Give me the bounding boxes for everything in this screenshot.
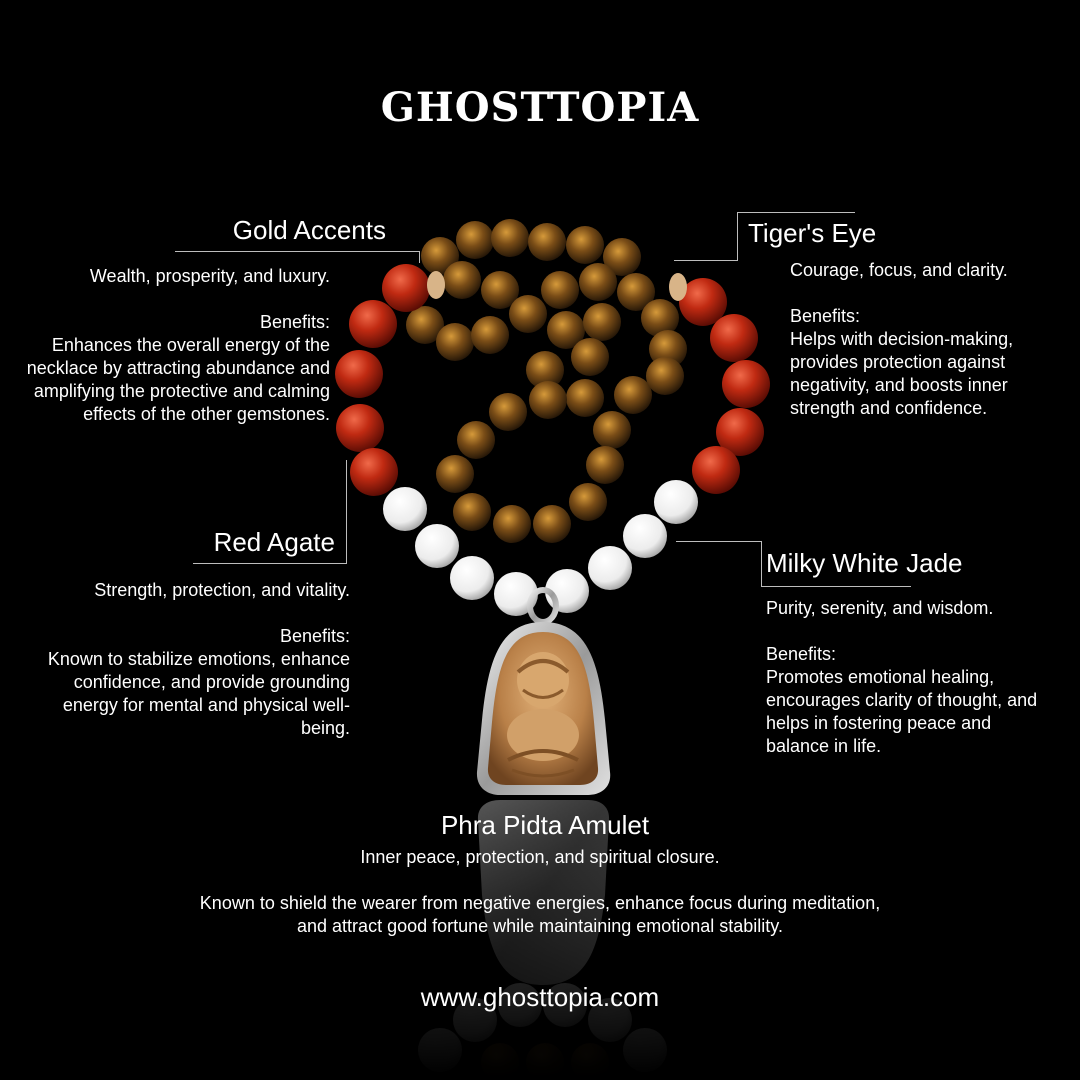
tigers-eye-bead [533, 505, 571, 543]
red-agate-info [40, 579, 350, 740]
jade-rule-lower [761, 586, 911, 587]
tigers-eye-bead [593, 411, 631, 449]
red-agate-bead [350, 448, 398, 496]
red-agate-bead [336, 404, 384, 452]
tigers-eye-bead [569, 483, 607, 521]
tigers-eye-info [790, 259, 1060, 420]
jade-tagline: Purity, serenity, and wisdom. [766, 598, 994, 618]
tigers-eye-bead [493, 505, 531, 543]
jade-bead [588, 546, 632, 590]
red-agate-benefits: Known to stabilize emotions, enhance confidence, and provide grounding energy for mental and physical well-being. [47, 649, 350, 738]
gold-accents-rule [175, 251, 420, 252]
pendant-image [477, 590, 610, 795]
tigers-eye-bead [443, 261, 481, 299]
tigers-eye-bead [491, 219, 529, 257]
tigers-eye-rule-lower [674, 260, 738, 261]
tigers-eye-tagline: Courage, focus, and clarity. [790, 260, 1008, 280]
tigers-eye-title: Tiger's Eye [748, 218, 877, 248]
tigers-eye-bead [457, 421, 495, 459]
tigers-eye-bead [489, 393, 527, 431]
jade-bead [450, 556, 494, 600]
tigers-eye-benefits-label: Benefits: [790, 306, 861, 326]
gold-accents-tagline: Wealth, prosperity, and luxury. [89, 266, 330, 286]
jade-bead [654, 480, 698, 524]
jade-benefits-label: Benefits: [766, 644, 837, 664]
gold-accent-bead [669, 273, 687, 301]
amulet-title: Phra Pidta Amulet [440, 810, 650, 840]
red-agate-bead [335, 350, 383, 398]
amulet-description-line2: and attract good fortune while maintaining emotional stability. [297, 916, 783, 936]
tigers-eye-bead [528, 223, 566, 261]
gold-accents-benefits-label: Benefits: [259, 312, 330, 332]
gold-accents-rule-tick [419, 251, 420, 263]
gold-accents-info [22, 265, 330, 426]
tigers-eye-bead [436, 455, 474, 493]
tigers-eye-bead [646, 357, 684, 395]
tigers-eye-bead [571, 338, 609, 376]
tigers-eye-bead [453, 493, 491, 531]
tigers-eye-bead [579, 263, 617, 301]
red-agate-tagline: Strength, protection, and vitality. [94, 580, 350, 600]
tigers-eye-bead [541, 271, 579, 309]
website-link[interactable]: www.ghosttopia.com [420, 982, 660, 1012]
jade-bead [415, 524, 459, 568]
red-agate-bead [722, 360, 770, 408]
tigers-eye-bead [566, 226, 604, 264]
tigers-eye-bead [529, 381, 567, 419]
jade-bead [623, 514, 667, 558]
tigers-eye-bead [614, 376, 652, 414]
red-agate-bead [382, 264, 430, 312]
tigers-eye-bead [583, 303, 621, 341]
tigers-eye-bead [586, 446, 624, 484]
jade-benefits: Promotes emotional healing, encourages clarity of thought, and helps in fostering peace and balance in life. [766, 667, 1038, 756]
red-agate-rule-vertical [346, 460, 347, 564]
brand-logo: GHOSTTOPIA [380, 84, 700, 131]
tigers-eye-bead [566, 379, 604, 417]
red-agate-bead [349, 300, 397, 348]
amulet-tagline: Inner peace, protection, and spiritual closure. [360, 847, 720, 867]
tigers-eye-rule [737, 212, 855, 213]
red-agate-bead [710, 314, 758, 362]
tigers-eye-rule-vertical [737, 212, 738, 260]
jade-rule [676, 541, 762, 542]
red-agate-benefits-label: Benefits: [279, 626, 350, 646]
tigers-eye-bead [456, 221, 494, 259]
gold-accents-benefits: Enhances the overall energy of the necklace by attracting abundance and amplifying the protective and calming effects of the other gemstones. [26, 335, 330, 424]
gold-accents-title: Gold Accents [232, 215, 386, 245]
jade-title: Milky White Jade [766, 548, 963, 578]
tigers-eye-bead [509, 295, 547, 333]
jade-info [766, 597, 1046, 758]
amulet-description-line1: Known to shield the wearer from negative energies, enhance focus during meditation, [199, 893, 881, 913]
tigers-eye-benefits: Helps with decision-making, provides protection against negativity, and boosts inner strength and confidence. [790, 329, 1014, 418]
red-agate-bead [692, 446, 740, 494]
jade-bead [383, 487, 427, 531]
red-agate-rule [193, 563, 347, 564]
gold-accent-bead [427, 271, 445, 299]
jade-rule-vertical [761, 541, 762, 587]
red-agate-title: Red Agate [213, 527, 335, 557]
tigers-eye-bead [471, 316, 509, 354]
tigers-eye-bead [436, 323, 474, 361]
